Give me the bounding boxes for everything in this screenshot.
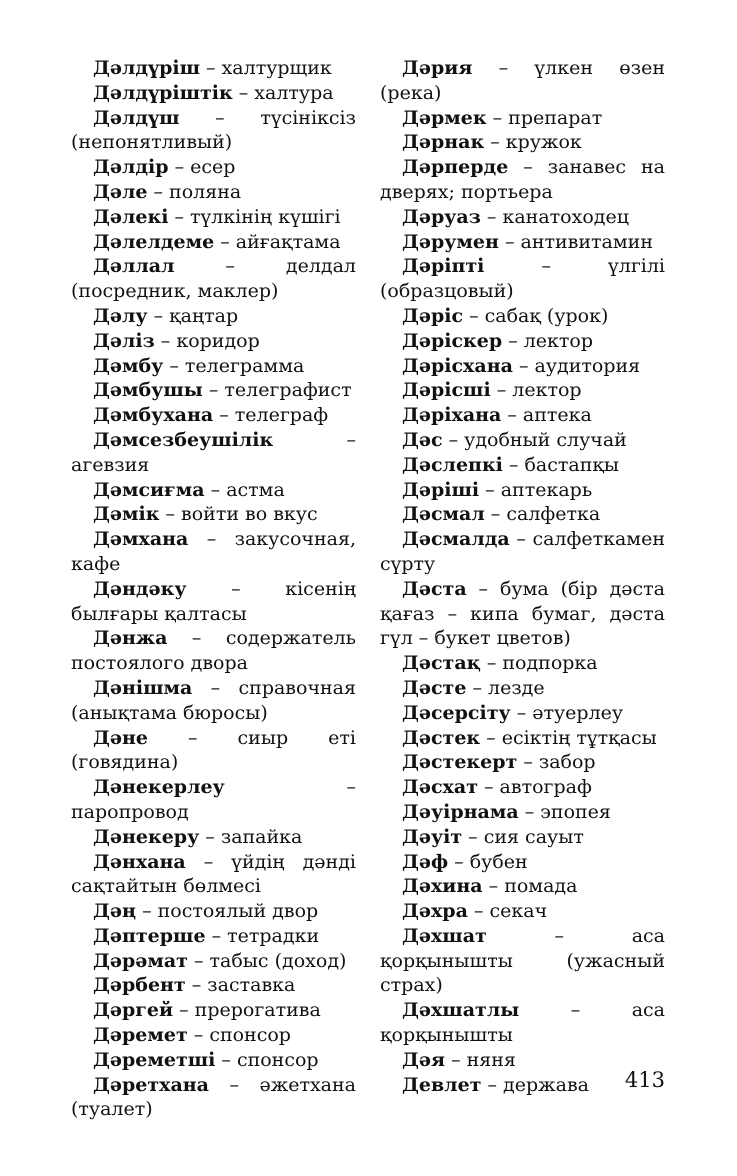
dictionary-entry bbox=[71, 577, 356, 627]
definition: – спонсор bbox=[187, 1024, 291, 1047]
definition: – салфеткамен сүрту bbox=[380, 528, 665, 575]
dictionary-entry bbox=[380, 329, 665, 354]
definition: – бастапқы bbox=[502, 453, 620, 476]
definition: – бубен bbox=[448, 850, 528, 873]
definition: – түсініксіз (непонятливый) bbox=[71, 106, 356, 154]
headword: Дәмхана bbox=[93, 528, 189, 551]
definition: – антивитамин bbox=[498, 230, 653, 253]
dictionary-entry bbox=[380, 56, 665, 106]
headword: Дәруаз bbox=[402, 205, 481, 228]
definition: – тетрадки bbox=[205, 924, 320, 947]
headword: Дәлекі bbox=[93, 205, 169, 228]
definition: – аптекарь bbox=[479, 478, 593, 501]
definition: – подпорка bbox=[480, 652, 598, 675]
dictionary-entry bbox=[71, 527, 356, 577]
definition: – әтуерлеу bbox=[510, 701, 624, 724]
dictionary-entry bbox=[380, 998, 665, 1048]
definition: – сия сауыт bbox=[462, 825, 584, 848]
definition: – сиыр еті (говядина) bbox=[71, 726, 356, 774]
definition: – делдал (посредник, маклер) bbox=[71, 255, 356, 303]
definition: – аса қорқынышты bbox=[380, 999, 665, 1047]
definition: – бума (бір дәста қағаз – кипа бумаг, дәста гүл – букет цветов) bbox=[380, 577, 665, 650]
headword: Дәсерсіту bbox=[402, 701, 511, 724]
page-number: 413 bbox=[624, 1068, 665, 1092]
headword: Дәрперде bbox=[402, 156, 509, 179]
definition: – няня bbox=[445, 1048, 516, 1071]
dictionary-entry bbox=[380, 478, 665, 503]
headword: Дәретхана bbox=[93, 1073, 209, 1096]
headword: Дәріс bbox=[402, 304, 464, 327]
definition: – занавес на дверях; портьера bbox=[380, 156, 665, 203]
dictionary-entry bbox=[71, 726, 356, 776]
headword: Дәлдүш bbox=[93, 106, 180, 129]
right-column bbox=[380, 56, 665, 1097]
definition: – держава bbox=[481, 1073, 589, 1096]
headword: Дәлдүріштік bbox=[93, 81, 233, 104]
definition: – астма bbox=[204, 478, 285, 501]
definition: – паропровод bbox=[71, 776, 356, 823]
dictionary-entry bbox=[380, 155, 665, 205]
dictionary-entry bbox=[380, 106, 665, 131]
headword: Дәрия bbox=[402, 57, 473, 79]
dictionary-entry bbox=[380, 850, 665, 875]
headword: Дәсмал bbox=[402, 503, 485, 526]
dictionary-entry bbox=[71, 106, 356, 156]
headword: Дәліз bbox=[93, 329, 155, 352]
dictionary-entry bbox=[71, 378, 356, 403]
headword: Дәрнак bbox=[402, 131, 485, 154]
definition: – препарат bbox=[486, 106, 603, 129]
dictionary-entry bbox=[71, 304, 356, 329]
dictionary-entry bbox=[380, 899, 665, 924]
dictionary-entry bbox=[380, 775, 665, 800]
headword: Дәрісхана bbox=[402, 354, 513, 377]
headword: Дәсмалда bbox=[402, 528, 510, 551]
dictionary-entry bbox=[380, 701, 665, 726]
definition: – кружок bbox=[484, 131, 582, 154]
definition: – телеграмма bbox=[163, 354, 305, 377]
headword: Дәхина bbox=[402, 875, 483, 898]
dictionary-entry bbox=[71, 502, 356, 527]
headword: Дәя bbox=[402, 1048, 446, 1071]
dictionary-entry bbox=[71, 1048, 356, 1073]
dictionary-entry bbox=[71, 478, 356, 503]
dictionary-entry bbox=[71, 949, 356, 974]
headword: Дәндәку bbox=[93, 577, 187, 600]
dictionary-entry bbox=[71, 998, 356, 1023]
dictionary-entry bbox=[71, 924, 356, 949]
definition: – үйдің дәнді сақтайтын бөлмесі bbox=[71, 850, 356, 898]
definition: – содержатель постоялого двора bbox=[71, 627, 356, 675]
dictionary-entry bbox=[380, 254, 665, 304]
definition: – справочная (анықтама бюросы) bbox=[71, 676, 356, 724]
headword: Дәлу bbox=[93, 304, 148, 327]
definition: – коридор bbox=[154, 329, 260, 352]
headword: Дәстақ bbox=[402, 652, 481, 675]
headword: Дәнхана bbox=[93, 850, 186, 873]
definition: – есіктің тұтқасы bbox=[480, 726, 657, 749]
definition: – закусочная, кафе bbox=[71, 528, 356, 575]
definition: – телеграф bbox=[213, 404, 329, 427]
dictionary-entry bbox=[380, 403, 665, 428]
dictionary-entry bbox=[380, 205, 665, 230]
headword: Дәнекеру bbox=[93, 825, 200, 848]
headword: Дәмбушы bbox=[93, 379, 203, 402]
headword: Дәс bbox=[402, 428, 443, 451]
dictionary-entry bbox=[71, 1073, 356, 1123]
dictionary-entry bbox=[71, 850, 356, 900]
headword: Дәлелдеме bbox=[93, 230, 215, 253]
dictionary-entry bbox=[71, 329, 356, 354]
dictionary-entry bbox=[71, 825, 356, 850]
definition: – секач bbox=[467, 900, 548, 923]
definition: – аптека bbox=[501, 404, 592, 427]
dictionary-entry bbox=[380, 676, 665, 701]
definition: – халтура bbox=[232, 81, 334, 104]
dictionary-entry bbox=[380, 453, 665, 478]
headword: Дәрбент bbox=[93, 974, 186, 997]
headword: Дәста bbox=[402, 577, 467, 600]
dictionary-entry bbox=[380, 924, 665, 998]
headword: Дәуірнама bbox=[402, 800, 519, 823]
headword: Дәнішма bbox=[93, 676, 193, 699]
definition: – прерогатива bbox=[173, 999, 321, 1022]
definition: – әжетхана (туалет) bbox=[71, 1073, 356, 1121]
headword: Дәсте bbox=[402, 676, 467, 699]
dictionary-entry bbox=[380, 378, 665, 403]
definition: – үлгілі (образцовый) bbox=[380, 255, 665, 303]
dictionary-entry bbox=[380, 130, 665, 155]
dictionary-entry bbox=[71, 205, 356, 230]
headword: Дәрәмат bbox=[93, 949, 188, 972]
headword: Дәф bbox=[402, 850, 449, 873]
headword: Дәріхана bbox=[402, 404, 502, 427]
headword: Дәмбухана bbox=[93, 404, 214, 427]
definition: – үлкен өзен (река) bbox=[380, 57, 665, 104]
dictionary-entry bbox=[380, 354, 665, 379]
definition: – аудитория bbox=[512, 354, 641, 377]
dictionary-entry bbox=[380, 502, 665, 527]
definition: – лезде bbox=[466, 676, 545, 699]
definition: – запайка bbox=[199, 825, 303, 848]
headword: Дәллал bbox=[93, 255, 175, 278]
headword: Дәнжа bbox=[93, 627, 168, 650]
headword: Дәптерше bbox=[93, 924, 206, 947]
dictionary-entry bbox=[71, 354, 356, 379]
definition: – есер bbox=[168, 156, 236, 179]
definition: – агевзия bbox=[71, 428, 356, 476]
headword: Дәле bbox=[93, 180, 148, 203]
headword: Дәрісші bbox=[402, 379, 491, 402]
headword: Дәнекерлеу bbox=[93, 776, 225, 799]
dictionary-entry bbox=[380, 726, 665, 751]
definition: – помада bbox=[482, 875, 578, 898]
definition: – түлкінің күшігі bbox=[168, 205, 341, 228]
dictionary-entry bbox=[71, 254, 356, 304]
dictionary-entry bbox=[71, 403, 356, 428]
headword: Дәмсиғма bbox=[93, 478, 205, 501]
headword: Дәрумен bbox=[402, 230, 499, 253]
dictionary-entry bbox=[71, 1023, 356, 1048]
dictionary-entry bbox=[71, 775, 356, 825]
dictionary-entry bbox=[380, 230, 665, 255]
definition: – спонсор bbox=[215, 1048, 319, 1071]
headword: Дәхшатлы bbox=[402, 999, 520, 1022]
headword: Дәремет bbox=[93, 1024, 188, 1047]
headword: Дәмсезбеушілік bbox=[93, 428, 274, 451]
definition: – войти во вкус bbox=[159, 503, 318, 526]
dictionary-entry bbox=[380, 651, 665, 676]
dictionary-entry bbox=[71, 56, 356, 81]
dictionary-entry bbox=[71, 428, 356, 478]
headword: Дәреметші bbox=[93, 1048, 216, 1071]
dictionary-entry bbox=[71, 230, 356, 255]
dictionary-entry bbox=[71, 81, 356, 106]
dictionary-entry bbox=[380, 527, 665, 577]
headword: Дәсхат bbox=[402, 776, 478, 799]
headword: Дәмбу bbox=[93, 354, 164, 377]
definition: – заставка bbox=[185, 974, 296, 997]
headword: Дәуіт bbox=[402, 825, 463, 848]
definition: – сабақ (урок) bbox=[463, 304, 609, 327]
dictionary-entry bbox=[380, 750, 665, 775]
definition: – аса қорқынышты (ужасный страх) bbox=[380, 924, 665, 997]
headword: Дәстек bbox=[402, 726, 481, 749]
dictionary-entry bbox=[380, 800, 665, 825]
headword: Дәріпті bbox=[402, 255, 485, 278]
headword: Дәне bbox=[93, 726, 148, 749]
dictionary-entry bbox=[71, 626, 356, 676]
definition: – салфетка bbox=[484, 503, 601, 526]
dictionary-entry bbox=[71, 155, 356, 180]
definition: – забор bbox=[517, 751, 596, 774]
definition: – поляна bbox=[147, 180, 242, 203]
headword: Дәріскер bbox=[402, 329, 503, 352]
definition: – лектор bbox=[502, 329, 594, 352]
definition: – қаңтар bbox=[147, 304, 239, 327]
headword: Дәлдір bbox=[93, 156, 169, 179]
dictionary-entry bbox=[71, 180, 356, 205]
headword: Дәмік bbox=[93, 503, 160, 526]
definition: – канатоходец bbox=[480, 205, 629, 228]
headword: Дәріші bbox=[402, 478, 480, 501]
headword: Дәң bbox=[93, 900, 137, 923]
definition: – телеграфист bbox=[202, 379, 352, 402]
headword: Дәрмек bbox=[402, 106, 487, 129]
dictionary-entry bbox=[380, 577, 665, 651]
definition: – халтурщик bbox=[200, 57, 332, 79]
dictionary-entry bbox=[71, 899, 356, 924]
dictionary-entry bbox=[71, 676, 356, 726]
definition: – постоялый двор bbox=[136, 900, 319, 923]
headword: Дәслепкі bbox=[402, 453, 503, 476]
definition: – айғақтама bbox=[214, 230, 341, 253]
headword: Дәлдүріш bbox=[93, 57, 201, 79]
dictionary-entry bbox=[380, 304, 665, 329]
headword: Дәстекерт bbox=[402, 751, 518, 774]
definition: – автограф bbox=[477, 776, 592, 799]
definition: – лектор bbox=[490, 379, 582, 402]
definition: – эпопея bbox=[518, 800, 611, 823]
headword: Девлет bbox=[402, 1073, 482, 1096]
headword: Дәргей bbox=[93, 999, 174, 1022]
definition: – удобный случай bbox=[442, 428, 627, 451]
left-column bbox=[71, 56, 356, 1122]
headword: Дәхшат bbox=[402, 924, 487, 947]
definition: – табыс (доход) bbox=[187, 949, 347, 972]
dictionary-entry bbox=[380, 874, 665, 899]
dictionary-entry bbox=[71, 973, 356, 998]
dictionary-entry bbox=[380, 825, 665, 850]
definition: – кісенің былғары қалтасы bbox=[71, 577, 356, 625]
dictionary-entry bbox=[380, 428, 665, 453]
headword: Дәхра bbox=[402, 900, 468, 923]
